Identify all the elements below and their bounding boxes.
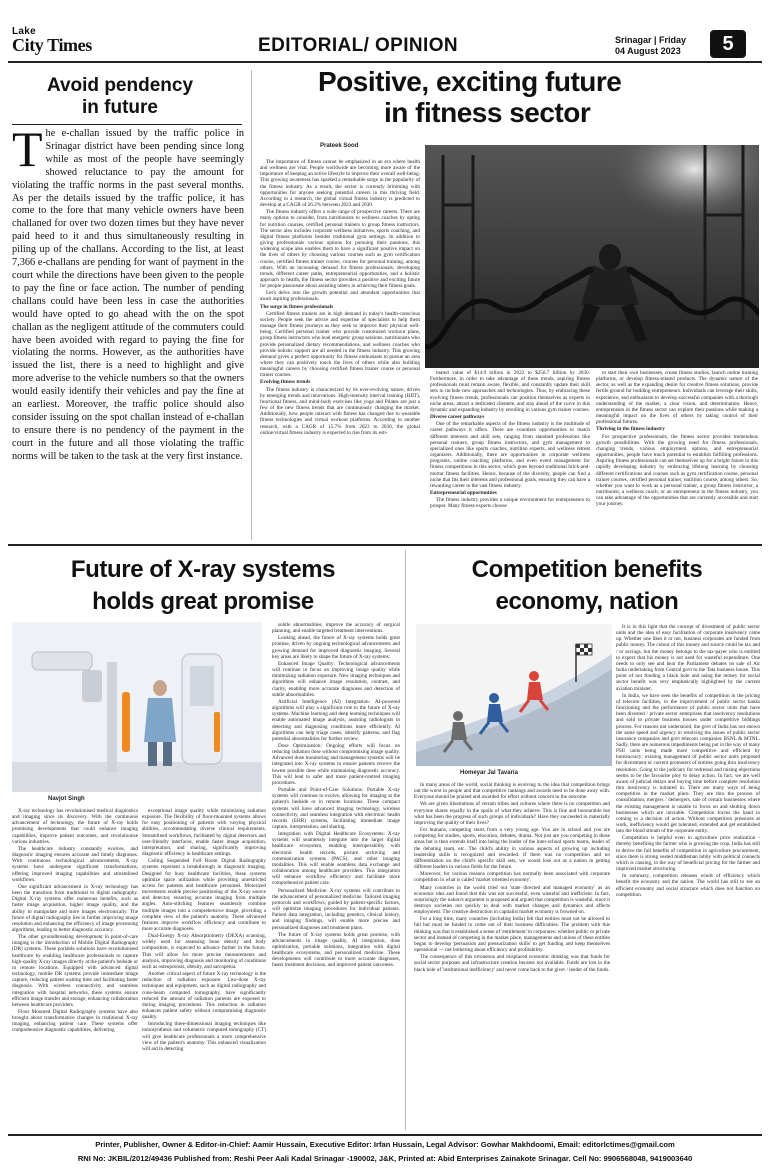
fitness-col-2: [430, 370, 590, 538]
fitness-p: The fitness industry is characterized by its ever-evolving nature, driven by emerging trends and innovations. High-intensity interval training (HIIT), functional fitness, and mind-body exercises like yoga and Pilates are just a few of the new fitness trends that are continuously changing the market. Additionally, how people interact with fitness has changed due to wearable fitness technologies and virtual workout platforms. According to another research, with a CAGR of 15.7% from 2023 to 2030, the global online/virtual fitness industry is expected to rise from its esti-: [260, 386, 420, 436]
fitness-subhead: Entrepreneurial opportunities: [430, 489, 497, 496]
page-number: [710, 30, 746, 58]
gym-photo-svg: [425, 145, 759, 368]
editorial-headline: Avoid pendency in future: [46, 75, 194, 118]
competition-p: In summary, competition releases winds of efficiency which benefit the economy and the nation. The world has still to see an efficient economy and social structure which does not function on competition.: [616, 873, 760, 898]
masthead-city-day: Srinagar | Friday: [615, 35, 687, 45]
xray-p: Looking ahead, the future of X-ray systems holds great promise, driven by ongoing technological advancements and growing demand for improved diagnostic imaging. Several key areas are likely to shape the future of X-ray systems:: [272, 635, 400, 660]
masthead: [0, 0, 770, 62]
editorial-body: [12, 128, 244, 538]
competition-p: In India, we have seen the benefits of competition in the pricing of telecom facilities, in the improvement of public sector banks functioning and the performance of public sector units that have been divested / private sector enterprises that insolvency resolutions and sold to private business houses under competitive biddings process. For reasons not understood, the govt of India has not shown the same speed and urgency in resolving the issues of public sector insurance companies and govt telecom companies BSNL & MTNL. Sadly, there are numerous impediments being put in the way of many PSU units being made more competitive and efficient by bureaucracy: existing management of public sector units proposed for divestment or current promoters of entities going thru insolvency resolution. Going to the judiciary for redressal and raising objections seems to be the favourite ploy to delay action. In fact, we are well aware of judicial delays and buying time before complete resolution thru insolvency is initiated in. There are many ways of being competitive in the market place. They are thru the process of consolidation, mergers / demergers, sale of certain businesses where the existing management is unable to focus on and shutting down businesses which are unviable. Competition forces the hand in coming to a decision of action. Without competition pressures at work, inefficiency would get tolerated, extended and get established into the blood stream of the corporate entity.: [616, 692, 760, 835]
xray-p: subtle abnormalities, improve the accuracy of surgical planning, and enable targeted treatment interventions.: [272, 622, 400, 635]
competition-headline-line1: Competition benefits: [471, 556, 703, 583]
fitness-p: Let's delve into the growth potential and abundant opportunities that await aspiring professionals.: [260, 290, 420, 303]
footer-registration: RNI No: JKBIL/2012/49436 Published from: Reshi Peer Aali Kadal Srinagar -190002, J&K, Printed at: Abid Enterprises Zainakote Srinagar. Cell No: 9906568048, 9419003640: [77, 1154, 693, 1163]
competition-p: Many countries in the world tried out 'state directed and managed economy' as an economic idea and found that this was not successful, even wasteful and inefficient. In fact, surprisingly the nation's argument is proposed and argued that competition is wasteful, since it destroys societies not quickly to deal with market changes and dynamics and affects employment. The creative destruction in capitalist market economy is frowned on.: [414, 884, 610, 916]
fitness-byline: Prateek Sood: [320, 143, 359, 149]
masthead-logo: [12, 26, 152, 56]
xray-photo: [12, 622, 262, 792]
fitness-p: to start their own businesses, create fitness studios, launch online training platforms, or develop fitness-related products. The dynamic nature of the sector, as well as the expanding desire for creative fitness solutions, provide fertile ground for budding entrepreneurs. Individuals can leverage their skills, experience, and enthusiasm to develop successful companies with a thorough understanding of the market, a clear vision, and determination. Hence, entrepreneurs in the fitness sector can explore their passions while making a meaningful impact on the lives of others by taking control of their professional futures.: [596, 370, 758, 426]
competition-p: Competition is helpful even in agriculture price realization - thereby benefiting the farmer who is growing the crop. India has still to derive the full benefits of competition in agriculture procurement, since there is strong vested middleman lobby with political connects which is causing, in the way of beneficial pricing for the farmer and improved market structuring.: [616, 835, 760, 873]
competition-byline: Homeyar Jal Tavaria: [460, 770, 518, 776]
competition-col-2: [616, 624, 760, 1128]
xray-accent-bar: [122, 692, 130, 752]
xray-p: Ceiling Suspended Full Room Digital Radiography systems represent a breakthrough in diagnostic imaging. Designed for busy healthcare facilities, these systems optimize space utilization while providing unrestricted access for patients and healthcare personnel. Motorized movements enable precise positioning of the X-ray source and detector, ensuring accurate imaging from multiple angles. Auto-stitching features seamlessly combine multiple images into a comprehensive image, providing a complete view of the patient's anatomy. These advanced features improve workflow efficiency and contribute to more accurate diagnoses.: [142, 858, 266, 932]
gym-floor: [425, 320, 759, 368]
competition-col-1: [414, 782, 610, 1128]
fitness-subhead: Evolving fitness trends: [260, 379, 311, 386]
xray-headline-line2: holds great promise: [92, 588, 314, 615]
fitness-headline-line1: Positive, exciting future: [318, 66, 622, 97]
xray-p: exceptional image quality while minimizing radiation exposure. The flexibility of floor-mounted systems allows for easy positioning of patients with varying physical abilities, accommodating diverse clinical requirements. Streamlined workflows, facilitated by digital detectors and user-friendly interfaces, enable faster image acquisition, interpretation, and sharing, significantly improving diagnostic efficiency in healthcare settings.: [142, 808, 266, 858]
competition-p: We are given illustrations of certain tribes and cultures where there is no competition and everyone shares equally in the spoils of what they achieve. This is fine and honourable but what has been the progress of such groups of individuals? Have they succeeded in materially improving the quality of their lives?: [414, 801, 610, 826]
fitness-p: The fitness industry provides a unique environment for entrepreneurs to prosper. Many fitness experts choose: [430, 497, 590, 510]
masthead-rule: [8, 61, 762, 63]
xray-col-1: [12, 808, 138, 1128]
xray-col-3: [272, 622, 400, 1128]
race-illustration-svg: [416, 624, 612, 766]
editorial-divider: [251, 70, 252, 540]
competition-p: For a long time, many countries (including India) felt that entities must not be allowed to fail but must be funded to come out of their business difficulties. The problem with this thinking was that it established a sense of 'entitlement' in corporates: whether public or private sector and instead of competing in the market place, managements and unions of these entities began to develop 'persuasion and pressurization skills' to get funding and keep themselves operational — not bothering about efficiency and profitability.: [414, 916, 610, 954]
xray-p: Artificial Intelligence (AI) Integration: AI-powered algorithms will play a significant role in the future of X-ray systems. Machine learning and deep learning techniques will enable automated image analysis, assisting radiologists in detecting and diagnosing conditions more efficiently. AI algorithms can help triage cases, identify patterns, and flag potential abnormalities for further review.: [272, 698, 400, 742]
editorial-headline-rule: [12, 124, 242, 125]
competition-headline-line2: economy, nation: [495, 588, 679, 615]
section-title: EDITORIAL/ OPINION: [258, 35, 459, 56]
xray-p: X-ray technology has revolutionised medical diagnostics and imaging since its discovery. With the continuous advancement of technology, the future of X-ray holds promising developments that could enhance imaging capabilities, improve patient outcomes, and revolutionise various industries.: [12, 808, 138, 845]
fitness-p: The importance of fitness cannot be emphasized in an era where health and wellness are vital. People worldwide are becoming more aware of the importance of keeping an active lifestyle to improve their overall well-being. This growing awareness has sparked a remarkable surge in the popularity of the fitness industry. As a result, the sector is currently brimming with opportunities for anyone seeking potential careers in this thriving field. According to a research, the global virtual fitness industry is predicted to develop at a CAGR of 26.2% between 2023 and 2030.: [260, 159, 420, 209]
xray-p: Portable and Point-of-Care Solutions: Portable X-ray systems will continue to evolve, allowing for imaging at the patient's bedside or in remote locations. These compact systems will have advanced imaging technology, wireless connectivity, and seamless integration with electronic health records (EHR) systems, facilitating immediate image capture, interpretation, and sharing.: [272, 787, 400, 830]
xray-p: The future of X-ray systems holds great promise, with advancements in image quality, AI integration, dose optimization, portable solutions, integration with digital healthcare ecosystems, and personalized medicine. These developments will contribute to more accurate diagnoses, faster treatment decisions, and improved patient outcomes.: [272, 931, 400, 969]
fitness-subhead: Thriving in the fitness industry: [596, 426, 665, 433]
fitness-p: One of the remarkable aspects of the fitness industry is the multitude of career pathways it offers. There are countless opportunities to match different interests and skill sets, ranging from standard professions like personal trainers, group fitness instructors, and gym management to specialized ones like sports coaches, nutrition experts, and wellness retreat organizers. Additionally, there are opportunities in corporate wellness programs, online coaching platforms, and even event management for fitness competitions in this sector, which goes beyond traditional brick-and-mortar fitness facilities. Hence, because of the diversity, people can find a niche that fits their interests and professional goals, ensuring they can have a rewarding career in the vast fitness industry.: [430, 421, 590, 489]
fitness-col-3: [596, 370, 758, 538]
xray-room-svg: [12, 622, 262, 792]
xray-p: The healthcare industry constantly evolves, and diagnostic imaging ensures accurate and timely diagnoses. With continuous technological advancements, X-ray systems have undergone significant transformations, offering improved imaging capabilities and streamlined workflows.: [12, 845, 138, 883]
competition-p: The consequence of this erroneous and misplaced economic thinking was that funds for social sector purposes and infrastructure creation became not available. Funds are lost in the black hole of 'institutional inefficiency' and never come back to the giver / lender of the funds.: [414, 954, 610, 973]
competition-p: It is in this light that the concept of divestment of public sector units and the idea of easy facilitation of corporate insolvency came up. Whether one likes it or not, business corporates are funded from public money. The colour of this money and source could be tax and / or savings, but the money belongs to the tax-payer who is entitled to expect that his money is not used for wasteful expenditure. One needs to only see and hear the Parliament debates on sale of Air India undertaking from Central govt to the Tata business house. This point of not funding a black hole and using the money for social sector benefit was very emphatically highlighted by the current aviation minister.: [616, 624, 760, 692]
logo-top-text: Lake: [12, 26, 36, 37]
fitness-subhead: The surge in fitness professionals: [260, 303, 334, 310]
competition-p: In many areas of the world, social thinking is evolving to the idea that competition brings out the worst in people and that competitive rankings and awards need to be done away with. Everyone should be praised and awarded for effort without concern to the outcome.: [414, 782, 610, 801]
mid-page-rule: [8, 544, 762, 546]
page-number-text: 5: [722, 33, 734, 55]
editorial-text: he e-challan issued by the traffic police in Srinagar district have been pending since long while as most of the people have seemingly showed reluctance to pay the amount for violating the traffic norms in the past several months. As per the details issued by the traffic police, it has come to the fore that many vehicle owners have been challaned for over two dozen times but they have never paid heed to it and thus simultaneously resulting in piling up of the challans. According to the list, at least 7,366 e-challans are pending for want of payment in the court while the directions have been given to the people to pay the fine or face action. The number of pending challans could have been less in case the authorities would have opted to go ahead with the on the spot challan as the negligent attitude of the commuters could have been avoided with regard to paying the fine for violating the norms. However, as the authorities have issued the list, there is a need to highlight and give more adverise to the vehicle numbers so that the owners would easily identify their vehicles and pay the fine at an earliest. Moreover, the traffic police should also consider issuing on the spot challan instead of e-challan to ensure there is no pendency of the payment in the court in the future and all those violating the traffic norms will be taken to the task at the very first instance.: [12, 128, 244, 462]
footer-rule: [8, 1134, 762, 1136]
fitness-headline-line2: in fitness sector: [384, 97, 591, 128]
xray-p: Dual-Energy X-ray Absorptiometry (DEXA) scanning, widely used for assessing bone density and body composition, is expected to advance further in the future. This will allow for more precise measurements and analysis, improving diagnosis and monitoring of conditions such as osteoporosis, obesity, and sarcopenia.: [142, 933, 266, 970]
fitness-p: The fitness industry offers a wide range of prospective careers. There are many options to consider, from nutritionists to wellness coaches by opting for nutrition courses, certified personal trainers to group fitness instructors. The sector also includes corporate wellness initiatives, sports coaching, and digital fitness platforms besides traditional gym settings. In addition to giving professionals various options for pursuing their passions, this widening scope also enables them to have a significant positive impact on the lives of others by choosing various courses such as gym certification course, certified fitness trainer course, courses for personal training, among others. With an increasing demand for fitness professionals, developing trends, different career paths, entrepreneurial opportunities, and a holistic approach to health, the fitness sector provides a positive and exciting future for people passionate about assisting others in achieving their fitness goals.: [260, 209, 420, 290]
fitness-p: For prospective professionals, the fitness sector provides tremendous growth possibilities. With the growing need for fitness professionals, changing trends, various employment options, and entrepreneurial opportunities, people have much potential to establish fulfilling professions. Aspiring fitness professionals can set themselves up for a bright future in this rapidly developing industry by embracing lifelong learning by choosing different certifications and courses such as gym certification course, personal trainer courses, certified personal trainer, nutrition course, among others. So, whether you want to work as a personal trainer, a group fitness instructor, a nutritionist, a wellness coach, or an entrepreneur in the fitness industry, you can take advantage of the opportunities that are currently accessible and start your journey.: [596, 433, 758, 508]
footer-credits: Printer, Publisher, Owner & Editor-in-Chief: Aamir Hussain, Executive Editor: Irfan Hussain, Legal Advisor: Gowhar Makhdoomi, Email: editorlctimes@gmail.com: [95, 1140, 675, 1149]
xray-byline: Navjot Singh: [48, 796, 85, 802]
xray-p: Personalized Medicine: X-ray systems will contribute to the advancement of personalized medicine. Tailored imaging protocols and workflows, guided by patient-specific factors, will optimize imaging procedures for individual patients. Patient data integration, including genetics, clinical history, and imaging findings, will enable more precise and personalized diagnoses and treatment plans.: [272, 887, 400, 931]
logo-main-text: City Times: [12, 35, 92, 55]
xray-p: Another critical aspect of future X-ray technology is the reduction of radiation exposure. Low-dose X-ray techniques and equipment, such as digital radiography and cone-beam computed tomography, have significantly reduced the amount of radiation patients are exposed to during imaging procedures. This reduction in radiation enhances patient safety without compromising diagnostic quality.: [142, 971, 266, 1021]
xray-p: Integration with Digital Healthcare Ecosystems: X-ray systems will seamlessly integrate into the larger digital healthcare ecosystem, enabling interoperability with electronic health records, picture archiving and communication systems (PACS), and other imaging modalities. This will enable seamless data exchange and collaboration among healthcare providers. This integration will enhance workflow efficiency and facilitate more comprehensive patient care.: [272, 831, 400, 887]
xray-p: Dose Optimization: Ongoing efforts will focus on reducing radiation dose without compromising image quality. Advanced dose monitoring and management systems will be integrated into X-ray systems to ensure patients receive the lowest possible dose while maintaining diagnostic accuracy. This will lead to safer and more patient-centred imaging procedures.: [272, 742, 400, 786]
editorial-drop-cap: T: [12, 128, 43, 177]
xray-headline-line1: Future of X-ray systems: [70, 556, 336, 583]
xray-floor: [12, 762, 262, 792]
fitness-p: mated value of $14.9 billion in 2022 to $250.7 billion by 2030. Furthermore, in order to take advantage of these trends, aspiring fitness professionals must remain aware, flexible, and constantly update their skill sets to include new approaches and technologies. Thus, by embracing these evolving fitness trends, professionals can position themselves as experts in niche areas, attract a dedicated clientele, and stay ahead of the curve in this dynamic and expanding industry by enrolling in various gym trainer courses.: [430, 370, 590, 413]
masthead-date: 04 August 2023: [615, 46, 681, 56]
xray-p: The other groundbreaking development in point-of-care imaging is the introduction of Mobile Digital Radiography (DR) systems. These portable solutions have revolutionised healthcare by enabling healthcare professionals to capture high-quality X-ray images directly at the patient's bedside or in remote locations. Equipped with advanced digital technology, mobile DR systems provide immediate image capture, reducing patient waiting time and facilitating faster diagnosis. With wireless connectivity and seamless integration with hospital networks, these systems ensure efficient image transfer and storage, enhancing collaboration between healthcare providers.: [12, 934, 138, 1008]
xray-divider: [405, 550, 406, 1130]
fitness-subhead: Diverse career pathways: [430, 414, 485, 421]
xray-p: Floor Mounted Digital Radiography systems have also brought about transformative changes in traditional X-ray imaging, enhancing patient care. These systems offer comprehensive diagnostic capabilities, delivering: [12, 1009, 138, 1034]
xray-p: Enhanced Image Quality: Technological advancements will continue to focus on improving image quality while minimizing radiation exposure. New imaging techniques and algorithms will enhance image resolution, contrast, and clarity, enabling more accurate diagnoses and detection of subtle abnormalities.: [272, 660, 400, 698]
competition-p: Moreover, for various reasons competition has normally been associated with corporate competition in what is called 'market oriented economy'.: [414, 871, 610, 884]
fitness-photo: [425, 145, 759, 368]
xray-col-2: [142, 808, 266, 1128]
xray-p: One significant advancement in X-ray technology has been the transition from traditional to digital radiography. Digital X-ray systems offer numerous benefits, such as faster image acquisition, higher image quality, and the ability to manipulate and store images electronically. The future of digital radiography lies in further improving image resolution and enhancing the efficiency of image processing algorithms, leading to better diagnostic accuracy.: [12, 883, 138, 933]
competition-p: For humans, competing starts from a very young age. You are in school and you are competing for studies, sports, elocution, debates, drama. Not just are you competing in these areas but is then extends itself into being the leader of the inter-school sports teams, leader of the debating team, etc. The child's ability in various aspects of growing up including leadership skills is recognized and rewarded. If there was no competition and no differentiation on the child's specific skill sets, we would lose out as a nation in getting different leaders in various fields for the future.: [414, 827, 610, 871]
window-light: [575, 145, 759, 265]
competition-photo: [416, 624, 612, 766]
fitness-p: Certified fitness trainers are in high demand in today's health-conscious society. People seek the advice and expertise of specialists to help them manage their fitness journeys as they seek to improve their physical well-being. Certified personal trainer who provide customized workout plans, group fitness instructors who lead energetic group sessions, nutritionists who provide personalized dietary recommendations, and wellness coaches who provide holistic support are all needed in the fitness industry. This growing demand gives a perfect opportunity for fitness enthusiasts to pursue an area where they can positively touch the lives of others while also building meaningful careers by choosing certified fitness trainer course or personal trainer courses.: [260, 310, 420, 379]
xray-p: Introducing three-dimensional imaging techniques like tomosynthesis and volumetric computed tomography (CT) will give healthcare professionals a more comprehensive view of the patient's anatomy. This enhanced visualization will aid in detecting: [142, 1021, 266, 1052]
fitness-col-1: [260, 159, 420, 537]
